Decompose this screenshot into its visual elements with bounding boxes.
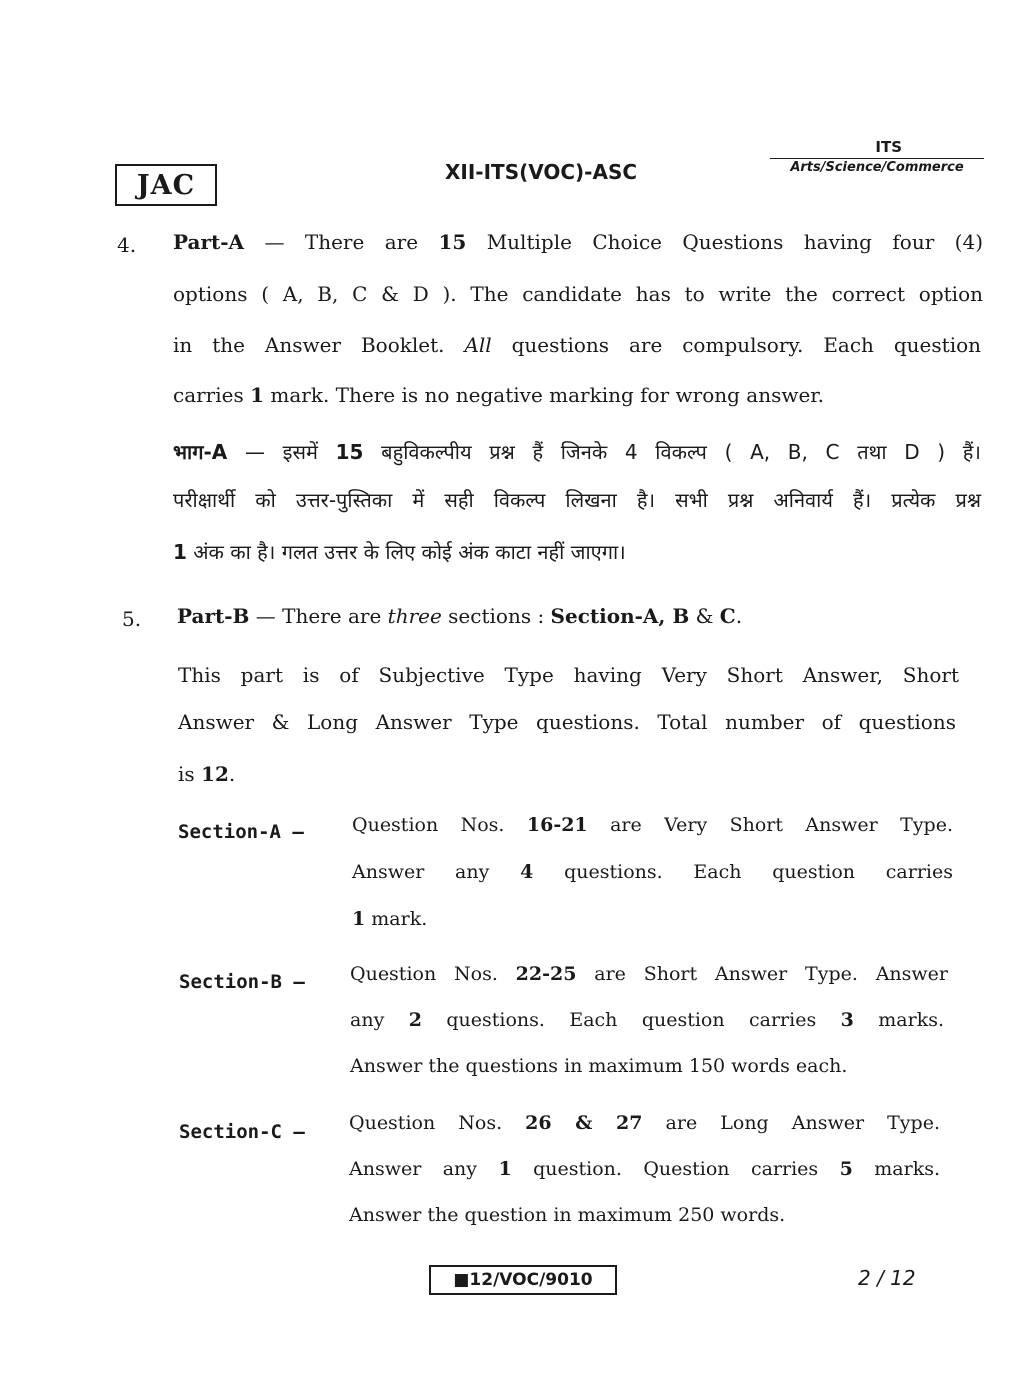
section-c-label: Section-C — bbox=[179, 1121, 305, 1143]
q4-text: carries bbox=[173, 383, 251, 407]
q4-text: in the Answer Booklet. bbox=[173, 333, 465, 357]
answer-count: 2 bbox=[408, 1009, 422, 1031]
instruction-number-5: 5. bbox=[122, 607, 142, 631]
section-text: Question Nos. bbox=[352, 814, 527, 836]
part-a-label: Part-A bbox=[173, 230, 245, 254]
q4-text: questions are compulsory. Each question bbox=[491, 333, 982, 357]
sections-list: Section-A, B bbox=[550, 604, 690, 628]
section-b-label: Section-B — bbox=[179, 971, 305, 993]
footer-paper-code: ■12/VOC/9010 bbox=[429, 1265, 617, 1295]
instruction-number-4: 4. bbox=[117, 233, 137, 257]
board-name: JAC bbox=[136, 169, 196, 201]
q5-text: is bbox=[178, 762, 202, 786]
section-a-label: Section-A — bbox=[178, 821, 304, 843]
q4-hindi-text: अंक का है। गलत उत्तर के लिए कोई अंक काटा नहीं जाएगा। bbox=[186, 540, 626, 564]
q4-text: Multiple Choice Questions having four (4) bbox=[466, 230, 983, 254]
q4-english-line-1 bbox=[173, 230, 983, 254]
q5-paragraph-line-1: This part is of Subjective Type having Very Short Answer, Short bbox=[178, 663, 959, 687]
subject-name: ITS bbox=[875, 138, 902, 156]
section-b-line-3: Answer the questions in maximum 150 words each. bbox=[350, 1055, 848, 1077]
section-text: are Long Answer Type. bbox=[642, 1112, 940, 1134]
section-text: Question Nos. bbox=[349, 1112, 526, 1134]
q4-hindi-text: — इसमें bbox=[227, 440, 336, 464]
q5-three-emphasis: three bbox=[387, 604, 442, 628]
section-c-line-2 bbox=[349, 1158, 940, 1180]
q4-english-line-4 bbox=[173, 383, 824, 407]
section-text: question. Question carries bbox=[511, 1158, 840, 1180]
question-range: 16-21 bbox=[526, 814, 588, 836]
q4-hindi-line-2: परीक्षार्थी को उत्तर-पुस्तिका में सही विकल्प लिखना है। सभी प्रश्न अनिवार्य हैं। प्रत्येक प्रश्न bbox=[173, 488, 981, 512]
q4-text: — There are bbox=[244, 230, 439, 254]
marks-value: 3 bbox=[840, 1009, 854, 1031]
section-text: marks. bbox=[852, 1158, 940, 1180]
paper-code: XII-ITS(VOC)-ASC bbox=[445, 160, 638, 184]
q4-hindi-text: बहुविकल्पीय प्रश्न हैं जिनके 4 विकल्प ( A, B, C तथा D ) हैं। bbox=[363, 440, 981, 464]
page-number: 2 / 12 bbox=[858, 1266, 916, 1290]
q4-english-line-2: options ( A, B, C & D ). The candidate has to write the correct option bbox=[173, 282, 983, 306]
subject-stream-block bbox=[770, 138, 984, 175]
q4-text: mark. There is no negative marking for wrong answer. bbox=[264, 383, 825, 407]
section-text: questions. Each question carries bbox=[421, 1009, 841, 1031]
q4-all-emphasis: All bbox=[464, 333, 492, 357]
q5-text: . bbox=[735, 604, 743, 628]
q4-hindi-line-1 bbox=[173, 438, 981, 465]
section-text: questions. Each question carries bbox=[533, 861, 953, 883]
section-text: Answer any bbox=[349, 1158, 499, 1180]
q5-text: sections : bbox=[441, 604, 551, 628]
q4-hindi-line-3 bbox=[173, 538, 626, 565]
section-text: marks. bbox=[853, 1009, 944, 1031]
section-text: any bbox=[350, 1009, 409, 1031]
mcq-count-hindi: 15 bbox=[335, 440, 364, 464]
section-text: Question Nos. bbox=[350, 963, 516, 985]
section-text: are Short Answer Type. Answer bbox=[576, 963, 948, 985]
question-number: 26 bbox=[525, 1112, 552, 1134]
section-c-letter: C bbox=[719, 604, 736, 628]
section-text: & bbox=[551, 1112, 617, 1134]
section-a-line-1 bbox=[352, 814, 953, 836]
section-b-line-2 bbox=[350, 1009, 944, 1031]
q5-paragraph-line-3 bbox=[178, 762, 235, 786]
q5-text: — There are bbox=[249, 604, 388, 628]
part-b-label: Part-B bbox=[177, 604, 250, 628]
q5-line-1 bbox=[177, 604, 742, 628]
question-range: 22-25 bbox=[515, 963, 577, 985]
total-questions: 12 bbox=[201, 762, 229, 786]
answer-count: 4 bbox=[520, 861, 534, 883]
board-logo-box bbox=[115, 164, 217, 206]
marks-value: 1 bbox=[352, 908, 366, 930]
section-c-line-3: Answer the question in maximum 250 words. bbox=[349, 1204, 786, 1226]
stream-names: Arts/Science/Commerce bbox=[790, 160, 964, 175]
section-a-line-2 bbox=[352, 861, 953, 883]
answer-count: 1 bbox=[498, 1158, 512, 1180]
section-text: Answer any bbox=[352, 861, 521, 883]
q4-english-line-3 bbox=[173, 333, 981, 357]
section-a-line-3 bbox=[352, 908, 427, 930]
section-c-line-1 bbox=[349, 1112, 940, 1134]
mark-count: 1 bbox=[250, 383, 265, 407]
q5-text: & bbox=[689, 604, 720, 628]
section-text: mark. bbox=[365, 908, 428, 930]
mcq-count: 15 bbox=[438, 230, 467, 254]
stream-divider bbox=[770, 158, 984, 159]
mark-count-hindi: 1 bbox=[173, 540, 187, 564]
part-a-hindi-label: भाग-A bbox=[173, 440, 228, 464]
q5-text: . bbox=[228, 762, 236, 786]
section-text: are Very Short Answer Type. bbox=[587, 814, 953, 836]
marks-value: 5 bbox=[839, 1158, 853, 1180]
question-number: 27 bbox=[616, 1112, 643, 1134]
section-b-line-1 bbox=[350, 963, 948, 985]
q5-paragraph-line-2: Answer & Long Answer Type questions. Total number of questions bbox=[178, 710, 956, 734]
